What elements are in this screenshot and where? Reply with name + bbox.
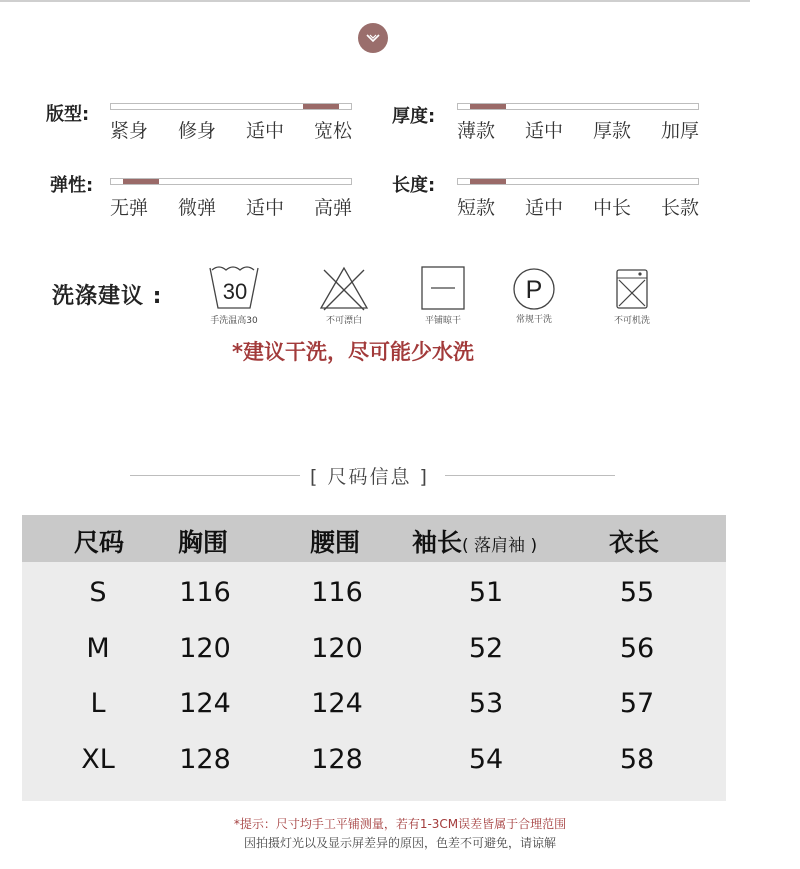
length-options: [457, 193, 699, 220]
table-cell: 58: [619, 744, 655, 775]
thickness-option: 薄款: [457, 120, 496, 142]
thickness-option: 适中: [524, 120, 563, 142]
dry-clean-letter: P: [525, 276, 543, 304]
footer-color-note: 因拍摄灯光以及显示屏差异的原因，色差不可避免，请谅解: [243, 836, 556, 850]
table-cell: 57: [619, 688, 655, 719]
no-machine-wash-icon: [612, 266, 652, 312]
care-item-hand-wash: [203, 262, 265, 326]
no-bleach-icon: [316, 264, 372, 312]
thickness-scale-bar: [457, 103, 699, 110]
table-cell: L: [90, 688, 106, 719]
header-waist: 腰围: [310, 528, 361, 557]
table-cell: 128: [179, 744, 231, 775]
table-cell: 116: [311, 577, 363, 608]
care-caption: 手洗温高30: [210, 316, 258, 326]
length-scale-bar: [457, 178, 699, 185]
table-cell: 53: [468, 688, 504, 719]
footer-measure-note: *提示：尺寸均手工平铺测量，若有1-3CM误差皆属于合理范围: [233, 817, 567, 831]
table-cell: S: [89, 577, 107, 608]
fit-option: 宽松: [313, 120, 352, 142]
elasticity-option: 无弹: [110, 197, 149, 219]
header-sleeve: [412, 523, 537, 559]
table-cell: 116: [179, 577, 231, 608]
elasticity-option: 微弹: [177, 197, 216, 219]
fit-option: 修身: [177, 120, 216, 142]
table-cell: 56: [619, 633, 655, 664]
scroll-down-button[interactable]: [358, 23, 388, 53]
table-cell: 120: [179, 633, 231, 664]
length-option: 长款: [660, 197, 699, 219]
table-cell: 124: [179, 688, 231, 719]
fit-scale-bar: [110, 103, 352, 110]
thickness-option: 加厚: [660, 120, 699, 142]
elasticity-scale-bar: [110, 178, 352, 185]
elasticity-options: [110, 193, 352, 220]
fit-option: 适中: [245, 120, 284, 142]
table-cell: 52: [468, 633, 504, 664]
length-scale-fill: [470, 179, 506, 184]
hand-wash-30-icon: [206, 262, 262, 312]
size-table-header: [22, 515, 726, 562]
care-item-dry-clean: [506, 265, 562, 325]
thickness-option: 厚款: [592, 120, 631, 142]
fit-options: [110, 116, 352, 143]
thickness-options: [457, 116, 699, 143]
table-cell: 54: [468, 744, 504, 775]
fit-label: 版型:: [46, 104, 90, 125]
header-chest: 胸围: [178, 528, 229, 557]
thickness-scale-fill: [470, 104, 506, 109]
dry-clean-p-icon: [509, 265, 559, 311]
table-cell: 128: [311, 744, 363, 775]
length-option: 适中: [524, 197, 563, 219]
header-divider-right: [445, 475, 615, 476]
care-caption: 不可漂白: [325, 316, 362, 326]
elasticity-option: 高弹: [313, 197, 352, 219]
elasticity-label: 弹性:: [50, 175, 94, 196]
elasticity-option: 适中: [245, 197, 284, 219]
fit-scale-fill: [303, 104, 339, 109]
size-table: [22, 515, 726, 801]
care-item-no-machine-wash: [604, 266, 660, 326]
fit-option: 紧身: [110, 120, 149, 142]
care-caption: 不可机洗: [613, 316, 650, 326]
wash-temp-number: 30: [222, 279, 248, 304]
header-divider-left: [130, 475, 300, 476]
care-caption: 常规干洗: [515, 315, 552, 325]
table-cell: XL: [81, 744, 115, 775]
table-cell: M: [86, 633, 110, 664]
header-sleeve-note: ( 落肩袖 ): [462, 536, 538, 556]
header-sleeve-label: 袖长: [412, 528, 463, 557]
table-cell: 124: [311, 688, 363, 719]
size-info-title: [ 尺码信息 ]: [310, 466, 429, 488]
elasticity-scale-fill: [123, 179, 159, 184]
care-item-no-bleach: [314, 264, 374, 326]
table-cell: 51: [468, 577, 504, 608]
thickness-label: 厚度:: [392, 106, 436, 127]
care-title: 洗涤建议 :: [52, 284, 163, 309]
top-divider: [0, 0, 750, 2]
length-label: 长度:: [392, 175, 436, 196]
table-cell: 55: [619, 577, 655, 608]
care-caption: 平铺晾干: [424, 316, 461, 326]
length-option: 短款: [457, 197, 496, 219]
care-item-dry-flat: [413, 264, 473, 326]
dry-flat-icon: [418, 264, 468, 312]
size-info-header: [130, 462, 615, 488]
table-cell: 120: [311, 633, 363, 664]
length-option: 中长: [592, 197, 631, 219]
chevron-down-icon: [365, 32, 381, 44]
header-length: 衣长: [609, 528, 660, 557]
header-size: 尺码: [74, 528, 125, 557]
care-note: *建议干洗，尽可能少水洗: [232, 340, 474, 364]
